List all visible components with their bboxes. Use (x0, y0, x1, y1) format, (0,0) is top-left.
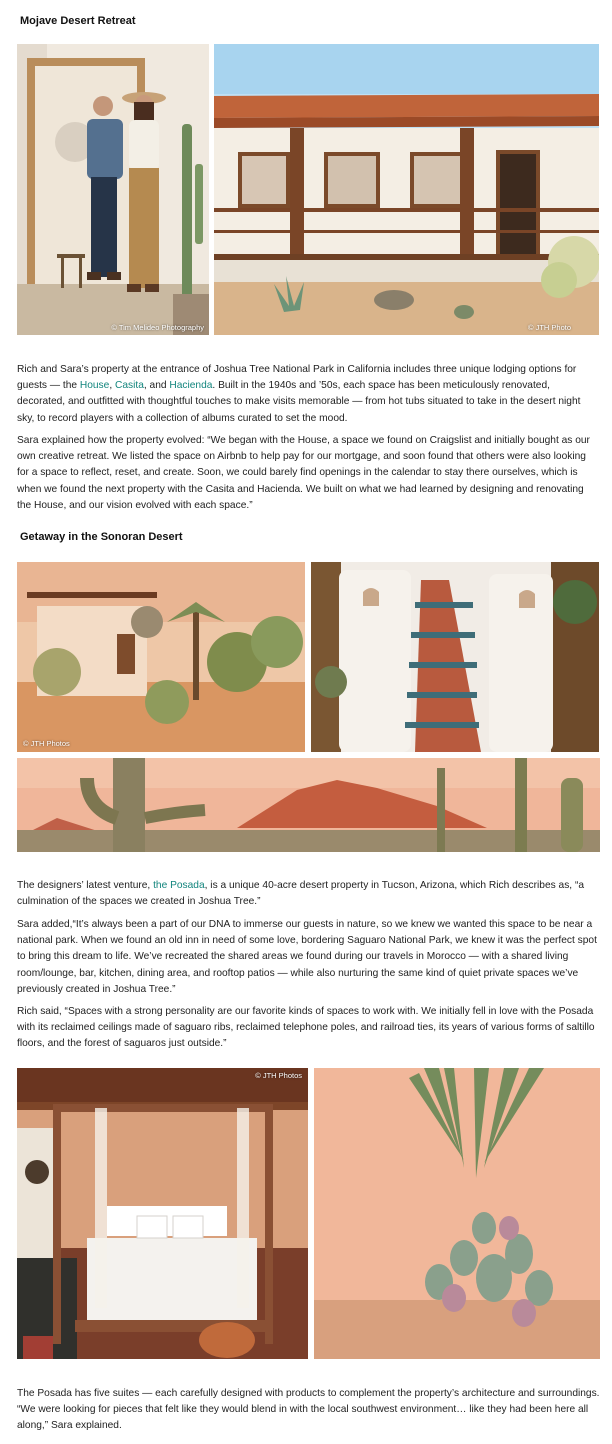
section-heading-mojave: Mojave Desert Retreat (20, 15, 136, 27)
paragraph-mojave-intro: Rich and Sara’s property at the entrance of Joshua Tree National Park in California includes three unique lodging options for guests — the House, Casita, and Hacienda. Built in the 1940s and ’50s, each space has been meticulously renovated, decorated, and outfitted with thoughtful touches to make visits memorable — from hot tubs situated to take in the desert night sky, to record players with a collection of albums curated to set the mood. (17, 364, 581, 424)
saguaro-mountain-panorama-photo (17, 758, 600, 852)
hacienda-link[interactable]: Hacienda (169, 380, 213, 392)
paragraph-sara-quote: Sara added,“It’s always been a part of our DNA to immerse our guests in nature, so we knew we wanted this space to be near a national park. When we found an old inn in need of some love, bordering Saguaro National Park, we knew it was the perfect spot to bring this dream to life. We’ve recreated the shared areas we found during our travels in Morocco — with a shared living room/lounge, bar, kitchen, dining area, and rooftop patios — while also nurturing the same kind of quiet private spaces we’ve previously created in Joshua Tree.” (17, 919, 597, 995)
photo-credit: © JTH Photos (23, 739, 70, 748)
photo-credit: © Tim Melideo Photography (111, 323, 204, 332)
canopy-bed-suite-photo (17, 1068, 308, 1359)
casita-link[interactable]: Casita (114, 380, 144, 392)
photo-credit: © JTH Photos (255, 1071, 302, 1080)
paragraph-suites: The Posada has five suites — each carefully designed with products to complement the property’s architecture and surroundings. “We were looking for pieces that felt like they would blend in with the local southwest environment… like they had been here all along,” Sara explained. (17, 1388, 600, 1432)
prickly-pear-cactus-photo (314, 1068, 600, 1359)
photo-credit: © JTH Photo (527, 323, 571, 332)
paragraph-rich-quote: Rich said, “Spaces with a strong personality are our favorite kinds of spaces to work with. We initially fell in love with the Posada with its reclaimed ceilings made of saguaro ribs, reclaimed telephone poles, and railroad ties, its years of various forms of saltillo floors, and the forest of saguaros just outside.” (17, 1006, 595, 1050)
tiled-staircase-photo (311, 562, 599, 752)
house-link[interactable]: House (79, 380, 110, 392)
adobe-house-porch-photo (214, 44, 599, 335)
paragraph-property-evolution: Sara explained how the property evolved: “We began with the House, a space we found on Craigslist and initially bought as our own creative retreat. We listed the space on Airbnb to help pay for our mortgage, and soon found that others were also looking for a space to reflect, reset, and create. Soon, we could barely find openings in the calendar to stay there ourselves, which is when we found the next property with the Casita and Hacienda. We built on what we had learned by designing and renovating the House, and our vision evolved with each space.” (17, 435, 590, 511)
desert-casita-photo (17, 562, 305, 752)
posada-link[interactable]: the Posada (153, 880, 205, 891)
section-heading-sonoran: Getaway in the Sonoran Desert (20, 531, 183, 543)
paragraph-posada-intro: The designers’ latest venture, the Posada, is a unique 40-acre desert property in Tucson, Arizona, which Rich describes as, “a culmination of the spaces we created in Joshua Tree.” (17, 880, 585, 908)
couple-in-doorway-photo (17, 44, 209, 335)
